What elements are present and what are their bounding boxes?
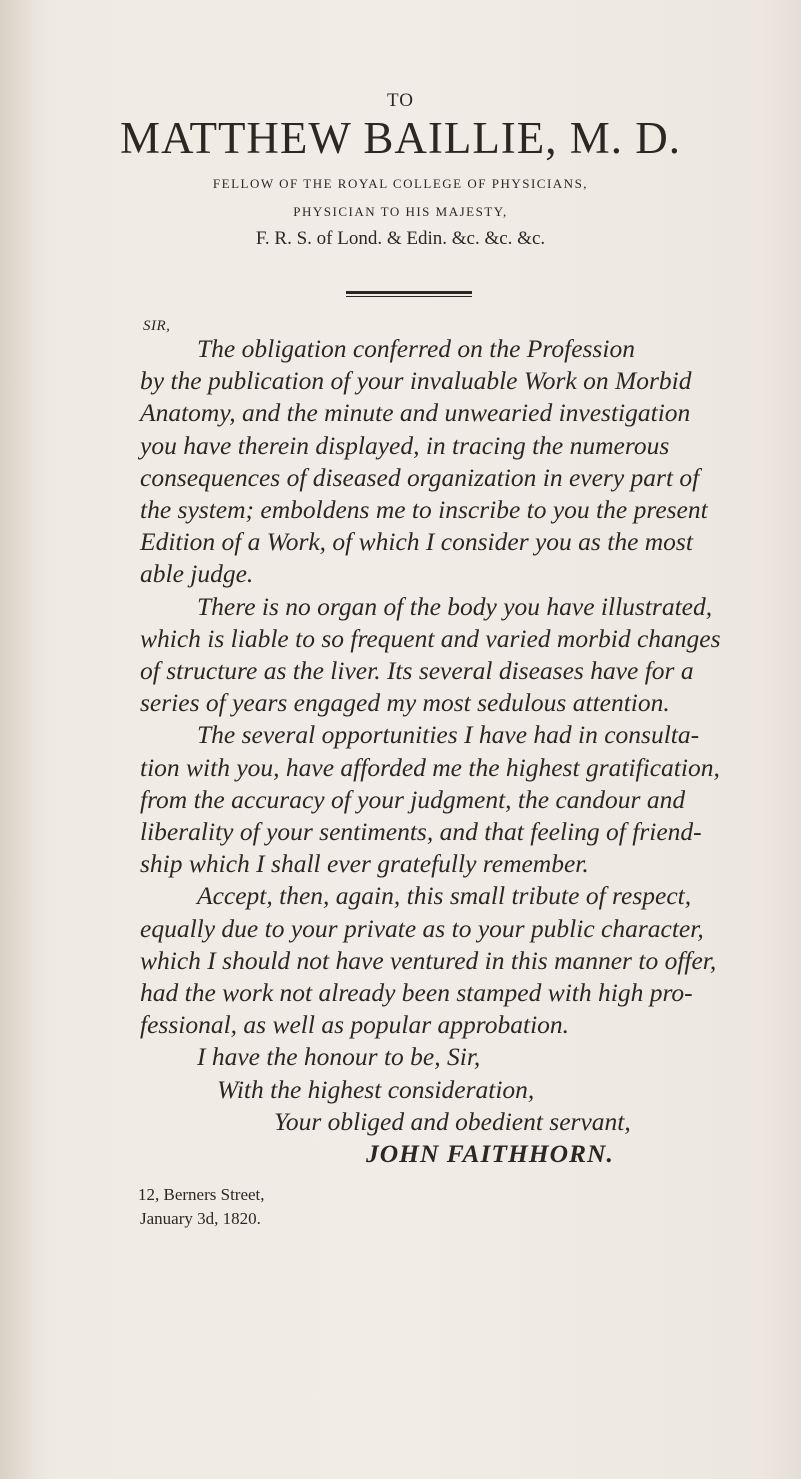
letter-line: series of years engaged my most sedulous attention. [140, 688, 670, 718]
letter-line: Accept, then, again, this small tribute of respect, [197, 881, 692, 911]
dedication-to: TO [387, 90, 414, 111]
letter-line: of structure as the liver. Its several diseases have for a [140, 656, 694, 686]
dedicatee-title-physician: PHYSICIAN TO HIS MAJESTY, [293, 204, 508, 219]
letter-line: consequences of diseased organization in every part of [140, 462, 700, 492]
dedicatee-title-frs: F. R. S. of Lond. & Edin. &c. &c. &c. [255, 228, 546, 249]
closing-line: With the highest consideration, [217, 1074, 535, 1104]
letter-line: you have therein displayed, in tracing the numerous [140, 430, 670, 460]
letter-line: The obligation conferred on the Profession [197, 334, 635, 363]
letter-line: liberality of your sentiments, and that feeling of friend- [140, 817, 702, 847]
letter-line: which is liable to so frequent and varied morbid changes [140, 623, 721, 653]
letter-line: the system; emboldens me to inscribe to you the present [140, 495, 708, 525]
address-block [138, 1183, 265, 1231]
letter-line: equally due to your private as to your public character, [140, 913, 704, 943]
letter-line: which I should not have ventured in this manner to offer, [140, 945, 717, 975]
letter-body [140, 333, 760, 1170]
address-date: January 3d, 1820. [140, 1209, 261, 1228]
letter-line: Anatomy, and the minute and unwearied investigation [140, 398, 691, 428]
dedicatee-name: MATTHEW BAILLIE, M. D. [119, 113, 682, 163]
salutation: SIR, [143, 318, 171, 334]
letter-line: The several opportunities I have had in consulta- [197, 720, 700, 750]
letter-line: tion with you, have afforded me the highest gratification, [140, 752, 720, 782]
page-gutter-shadow [0, 0, 40, 1479]
letter-line: Edition of a Work, of which I consider you as the most [140, 527, 693, 557]
letter-line: able judge. [140, 559, 254, 589]
address-street: 12, Berners Street, [138, 1185, 265, 1204]
signature: JOHN FAITHHORN. [366, 1139, 614, 1169]
letter-line: fessional, as well as popular approbation. [140, 1010, 570, 1040]
dedicatee-title-fellow: FELLOW OF THE ROYAL COLLEGE OF PHYSICIANS, [212, 176, 589, 191]
letter-line: There is no organ of the body you have illustrated, [197, 591, 713, 621]
letter-line: had the work not already been stamped with high pro- [140, 978, 693, 1008]
closing-line: I have the honour to be, Sir, [197, 1042, 481, 1072]
letter-line: by the publication of your invaluable Work on Morbid [140, 366, 692, 396]
letter-line: from the accuracy of your judgment, the candour and [140, 784, 686, 814]
ornamental-rule [346, 291, 472, 294]
letter-line: ship which I shall ever gratefully remember. [140, 849, 589, 879]
closing-line: Your obliged and obedient servant, [274, 1106, 631, 1136]
